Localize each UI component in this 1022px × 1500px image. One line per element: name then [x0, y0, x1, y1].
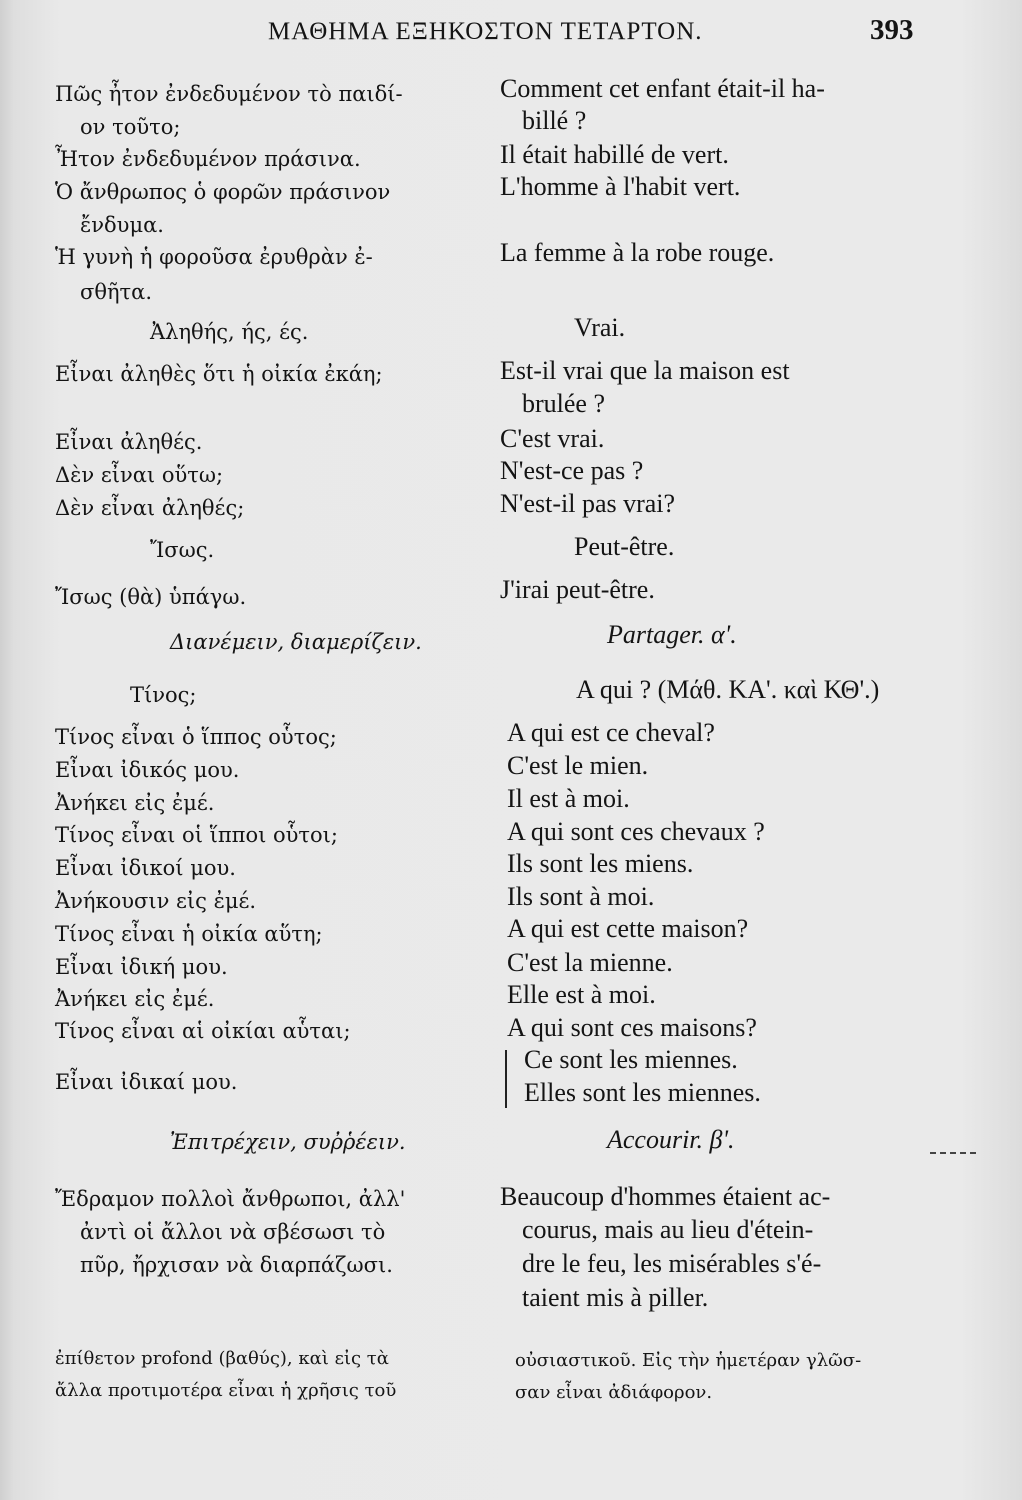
- greek-line: Εἶναι ἀληθές.: [55, 430, 203, 454]
- greek-line: Πῶς ἦτον ἐνδεδυμένον τὸ παιδί-: [55, 82, 403, 106]
- french-line: taient mis à piller.: [522, 1283, 709, 1312]
- french-line: dre le feu, les misérables s'é-: [522, 1249, 822, 1278]
- greek-line: πῦρ, ἤρχισαν νὰ διαρπάζωσι.: [80, 1253, 393, 1277]
- greek-line: Ἡ γυνὴ ἡ φοροῦσα ἐρυθρὰν ἐ-: [55, 245, 373, 269]
- footnote-line: οὐσιαστικοῦ. Εἰς τὴν ἡμετέραν γλῶσ-: [515, 1350, 862, 1371]
- greek-line: Τίνος εἶναι ἡ οἰκία αὕτη;: [55, 922, 323, 946]
- french-line: N'est-il pas vrai?: [500, 489, 676, 518]
- french-line: Ils sont à moi.: [507, 882, 655, 911]
- greek-line: Ἀνήκουσιν εἰς ἐμέ.: [55, 889, 257, 913]
- greek-line: Εἶναι ἰδική μου.: [55, 955, 228, 979]
- greek-heading: Ἀληθής, ής, ές.: [150, 320, 309, 344]
- greek-heading: Ἐπιτρέχειν, συῤῥέειν.: [170, 1130, 406, 1154]
- french-line: J'irai peut-être.: [500, 575, 655, 604]
- french-line: courus, mais au lieu d'étein-: [522, 1215, 814, 1244]
- french-line: Ce sont les miennes.: [524, 1045, 738, 1074]
- greek-line: ον τοῦτο;: [80, 115, 181, 139]
- french-line: Ils sont les miens.: [507, 849, 694, 878]
- french-heading: Partager. α'.: [607, 620, 737, 649]
- greek-line: Δὲν εἶναι οὕτω;: [55, 463, 224, 487]
- french-line: A qui est ce cheval?: [507, 718, 715, 747]
- french-heading: Vrai.: [574, 313, 626, 342]
- greek-line: Ἀνήκει εἰς ἐμέ.: [55, 987, 215, 1011]
- french-line: Il était habillé de vert.: [500, 140, 729, 169]
- footnote-line: ἄλλα προτιμοτέρα εἶναι ἡ χρῆσις τοῦ: [55, 1380, 397, 1401]
- dash-mark: [930, 1152, 976, 1154]
- greek-line: Εἶναι ἰδικοί μου.: [55, 856, 236, 880]
- greek-line: Ἦτον ἐνδεδυμένον πράσινα.: [55, 147, 361, 171]
- brace-mark: [505, 1050, 513, 1108]
- footnote-line: σαν εἶναι ἀδιάφορον.: [515, 1382, 713, 1403]
- french-line: Beaucoup d'hommes étaient ac-: [500, 1182, 831, 1211]
- french-line: A qui sont ces chevaux ?: [507, 817, 765, 846]
- french-line: A qui est cette maison?: [507, 914, 749, 943]
- french-line: N'est-ce pas ?: [500, 456, 644, 485]
- greek-line: Τίνος εἶναι ὁ ἵππος οὗτος;: [55, 725, 337, 749]
- greek-line: Ὁ ἄνθρωπος ὁ φορῶν πράσινον: [55, 180, 391, 204]
- greek-line: ἀντὶ οἱ ἄλλοι νὰ σβέσωσι τὸ: [80, 1220, 386, 1244]
- greek-line: Εἶναι ἰδικαί μου.: [55, 1070, 238, 1094]
- greek-line: Δὲν εἶναι ἀληθές;: [55, 496, 245, 520]
- greek-heading: Διανέμειν, διαμερίζειν.: [170, 630, 422, 654]
- french-heading: Accourir. β'.: [607, 1125, 735, 1154]
- page-header: [0, 14, 1022, 54]
- greek-line: ἔνδυμα.: [80, 213, 164, 237]
- greek-line: Ἀνήκει εἰς ἐμέ.: [55, 791, 215, 815]
- running-title: ΜΑΘΗΜΑ ΕΞΗΚΟΣΤΟΝ ΤΕΤΑΡΤΟΝ.: [268, 18, 703, 45]
- greek-line: Ἔδραμον πολλοὶ ἄνθρωποι, ἀλλ': [55, 1187, 406, 1211]
- french-line: L'homme à l'habit vert.: [500, 172, 741, 201]
- french-line: Il est à moi.: [507, 784, 630, 813]
- french-line: A qui sont ces maisons?: [507, 1013, 757, 1042]
- greek-line: Ἴσως (θὰ) ὑπάγω.: [55, 585, 247, 609]
- french-line: Est-il vrai que la maison est: [500, 356, 790, 385]
- greek-heading: Τίνος;: [130, 683, 197, 707]
- footnote-line: ἐπίθετον profond (βαθύς), καὶ εἰς τὰ: [55, 1348, 389, 1369]
- page-number: 393: [870, 14, 914, 46]
- french-line: brulée ?: [522, 389, 606, 418]
- french-line: C'est vrai.: [500, 424, 605, 453]
- french-heading: Peut-être.: [574, 532, 675, 561]
- french-heading: A qui ? (Μάθ. ΚΑ'. καὶ ΚΘ'.): [576, 675, 880, 704]
- french-line: Elles sont les miennes.: [524, 1078, 761, 1107]
- greek-line: Τίνος εἶναι αἱ οἰκίαι αὗται;: [55, 1019, 351, 1043]
- greek-line: Εἶναι ἀληθὲς ὅτι ἡ οἰκία ἐκάη;: [55, 362, 383, 386]
- greek-line: Εἶναι ἰδικός μου.: [55, 758, 240, 782]
- greek-heading: Ἴσως.: [150, 538, 215, 562]
- french-line: La femme à la robe rouge.: [500, 238, 775, 267]
- greek-line: σθῆτα.: [80, 280, 153, 304]
- french-line: Elle est à moi.: [507, 980, 656, 1009]
- french-line: C'est la mienne.: [507, 948, 673, 977]
- french-line: C'est le mien.: [507, 751, 649, 780]
- greek-line: Τίνος εἶναι οἱ ἵπποι οὗτοι;: [55, 823, 338, 847]
- french-line: Comment cet enfant était-il ha-: [500, 74, 825, 103]
- french-line: billé ?: [522, 106, 587, 135]
